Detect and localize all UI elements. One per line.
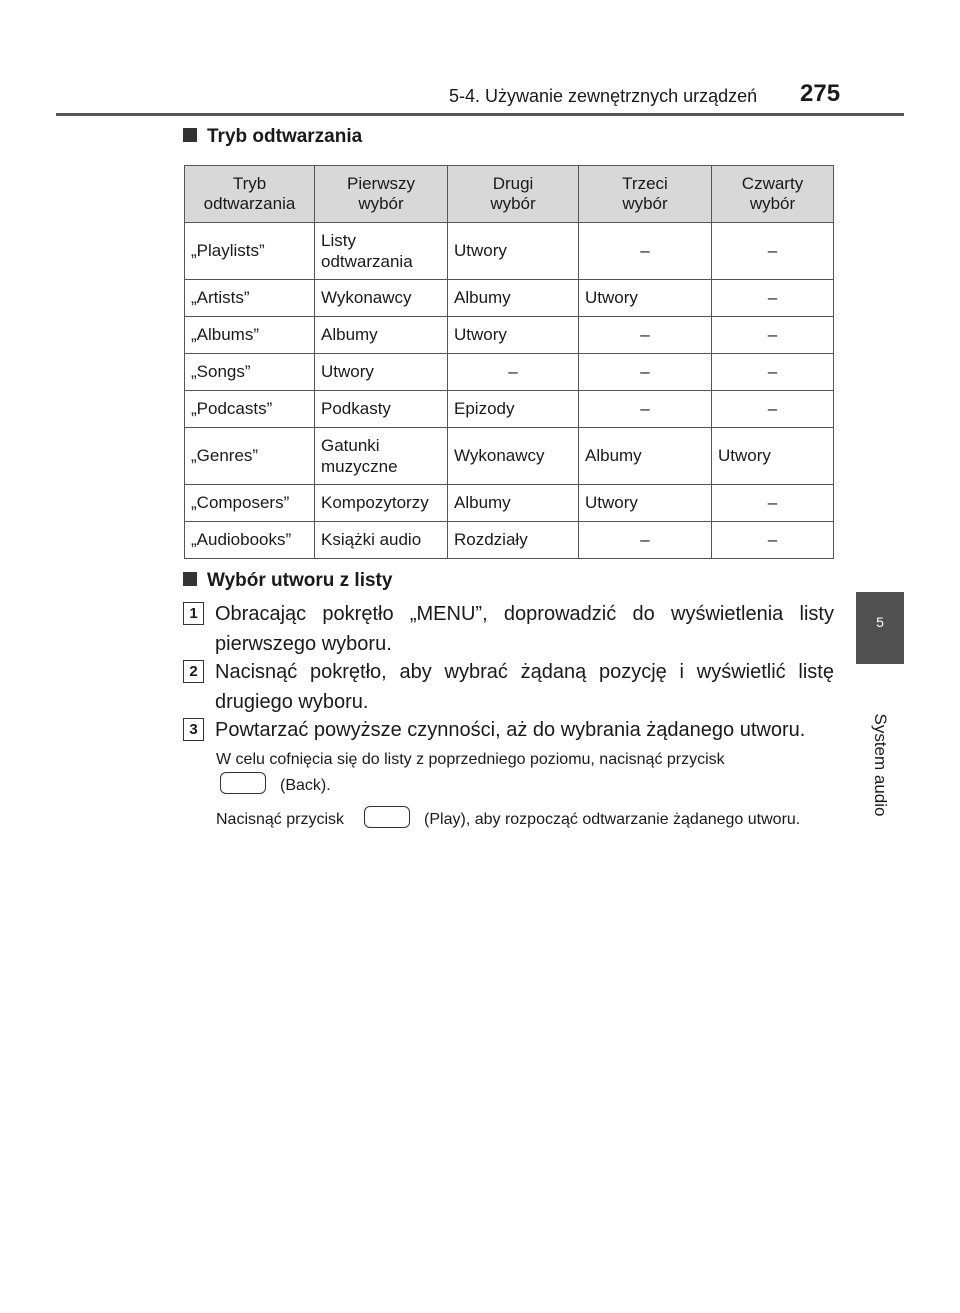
side-tab (856, 592, 904, 664)
header-divider (56, 113, 904, 116)
step-1 (183, 599, 834, 659)
step-number-badge: 3 (183, 718, 204, 741)
table-header-cell: Trzeci wybór (579, 166, 712, 223)
square-bullet-icon (183, 128, 197, 142)
page-number: 275 (800, 80, 841, 107)
side-tab-label: System audio (871, 713, 890, 817)
note-back: W celu cofnięcia się do listy z poprzedniego poziomu, nacisnąć przycisk (Back). (216, 751, 725, 794)
table-row: „Composers” Kompozytorzy Albumy Utwory – (185, 485, 834, 522)
step-text: Obracając pokrętło „MENU”, doprowadzić do wyświetlenia listy pierwszego wyboru. (215, 603, 834, 655)
table-header-row (185, 166, 834, 223)
note-play: Nacisnąć przycisk (Play), aby rozpocząć odtwarzanie żądanego utworu. (216, 806, 834, 832)
step-2 (183, 657, 834, 717)
back-button-icon (220, 772, 266, 794)
section-heading-playback-mode: Tryb odtwarzania (183, 126, 362, 148)
section-heading-select-track: Wybór utworu z listy (183, 570, 392, 592)
step-number-badge: 1 (183, 602, 204, 625)
table-row: „Songs” Utwory – – – (185, 354, 834, 391)
side-tab-number: 5 (876, 614, 884, 630)
step-3 (183, 715, 834, 745)
playback-mode-table (184, 165, 834, 559)
step-number-badge: 2 (183, 660, 204, 683)
table-row: „Playlists” Listy odtwarzania Utwory – – (185, 223, 834, 280)
square-bullet-icon (183, 572, 197, 586)
table-row: „Podcasts” Podkasty Epizody – – (185, 391, 834, 428)
table-header-cell: Drugi wybór (448, 166, 579, 223)
step-text: Nacisnąć pokrętło, aby wybrać żądaną pozycję i wyświetlić listę drugiego wyboru. (215, 661, 834, 713)
table-row: „Artists” Wykonawcy Albumy Utwory – (185, 280, 834, 317)
table-header-cell: Tryb odtwarzania (185, 166, 315, 223)
table-header-cell: Czwarty wybór (712, 166, 834, 223)
table-row: „Genres” Gatunki muzyczne Wykonawcy Albumy Utwory (185, 428, 834, 485)
table-row: „Albums” Albumy Utwory – – (185, 317, 834, 354)
table-row: „Audiobooks” Książki audio Rozdziały – – (185, 522, 834, 559)
play-button-icon (364, 806, 410, 828)
chapter-title: 5-4. Używanie zewnętrznych urządzeń (449, 86, 758, 106)
step-text: Powtarzać powyższe czynności, aż do wybrania żądanego utworu. (215, 719, 806, 741)
table-header-cell: Pierwszy wybór (315, 166, 448, 223)
